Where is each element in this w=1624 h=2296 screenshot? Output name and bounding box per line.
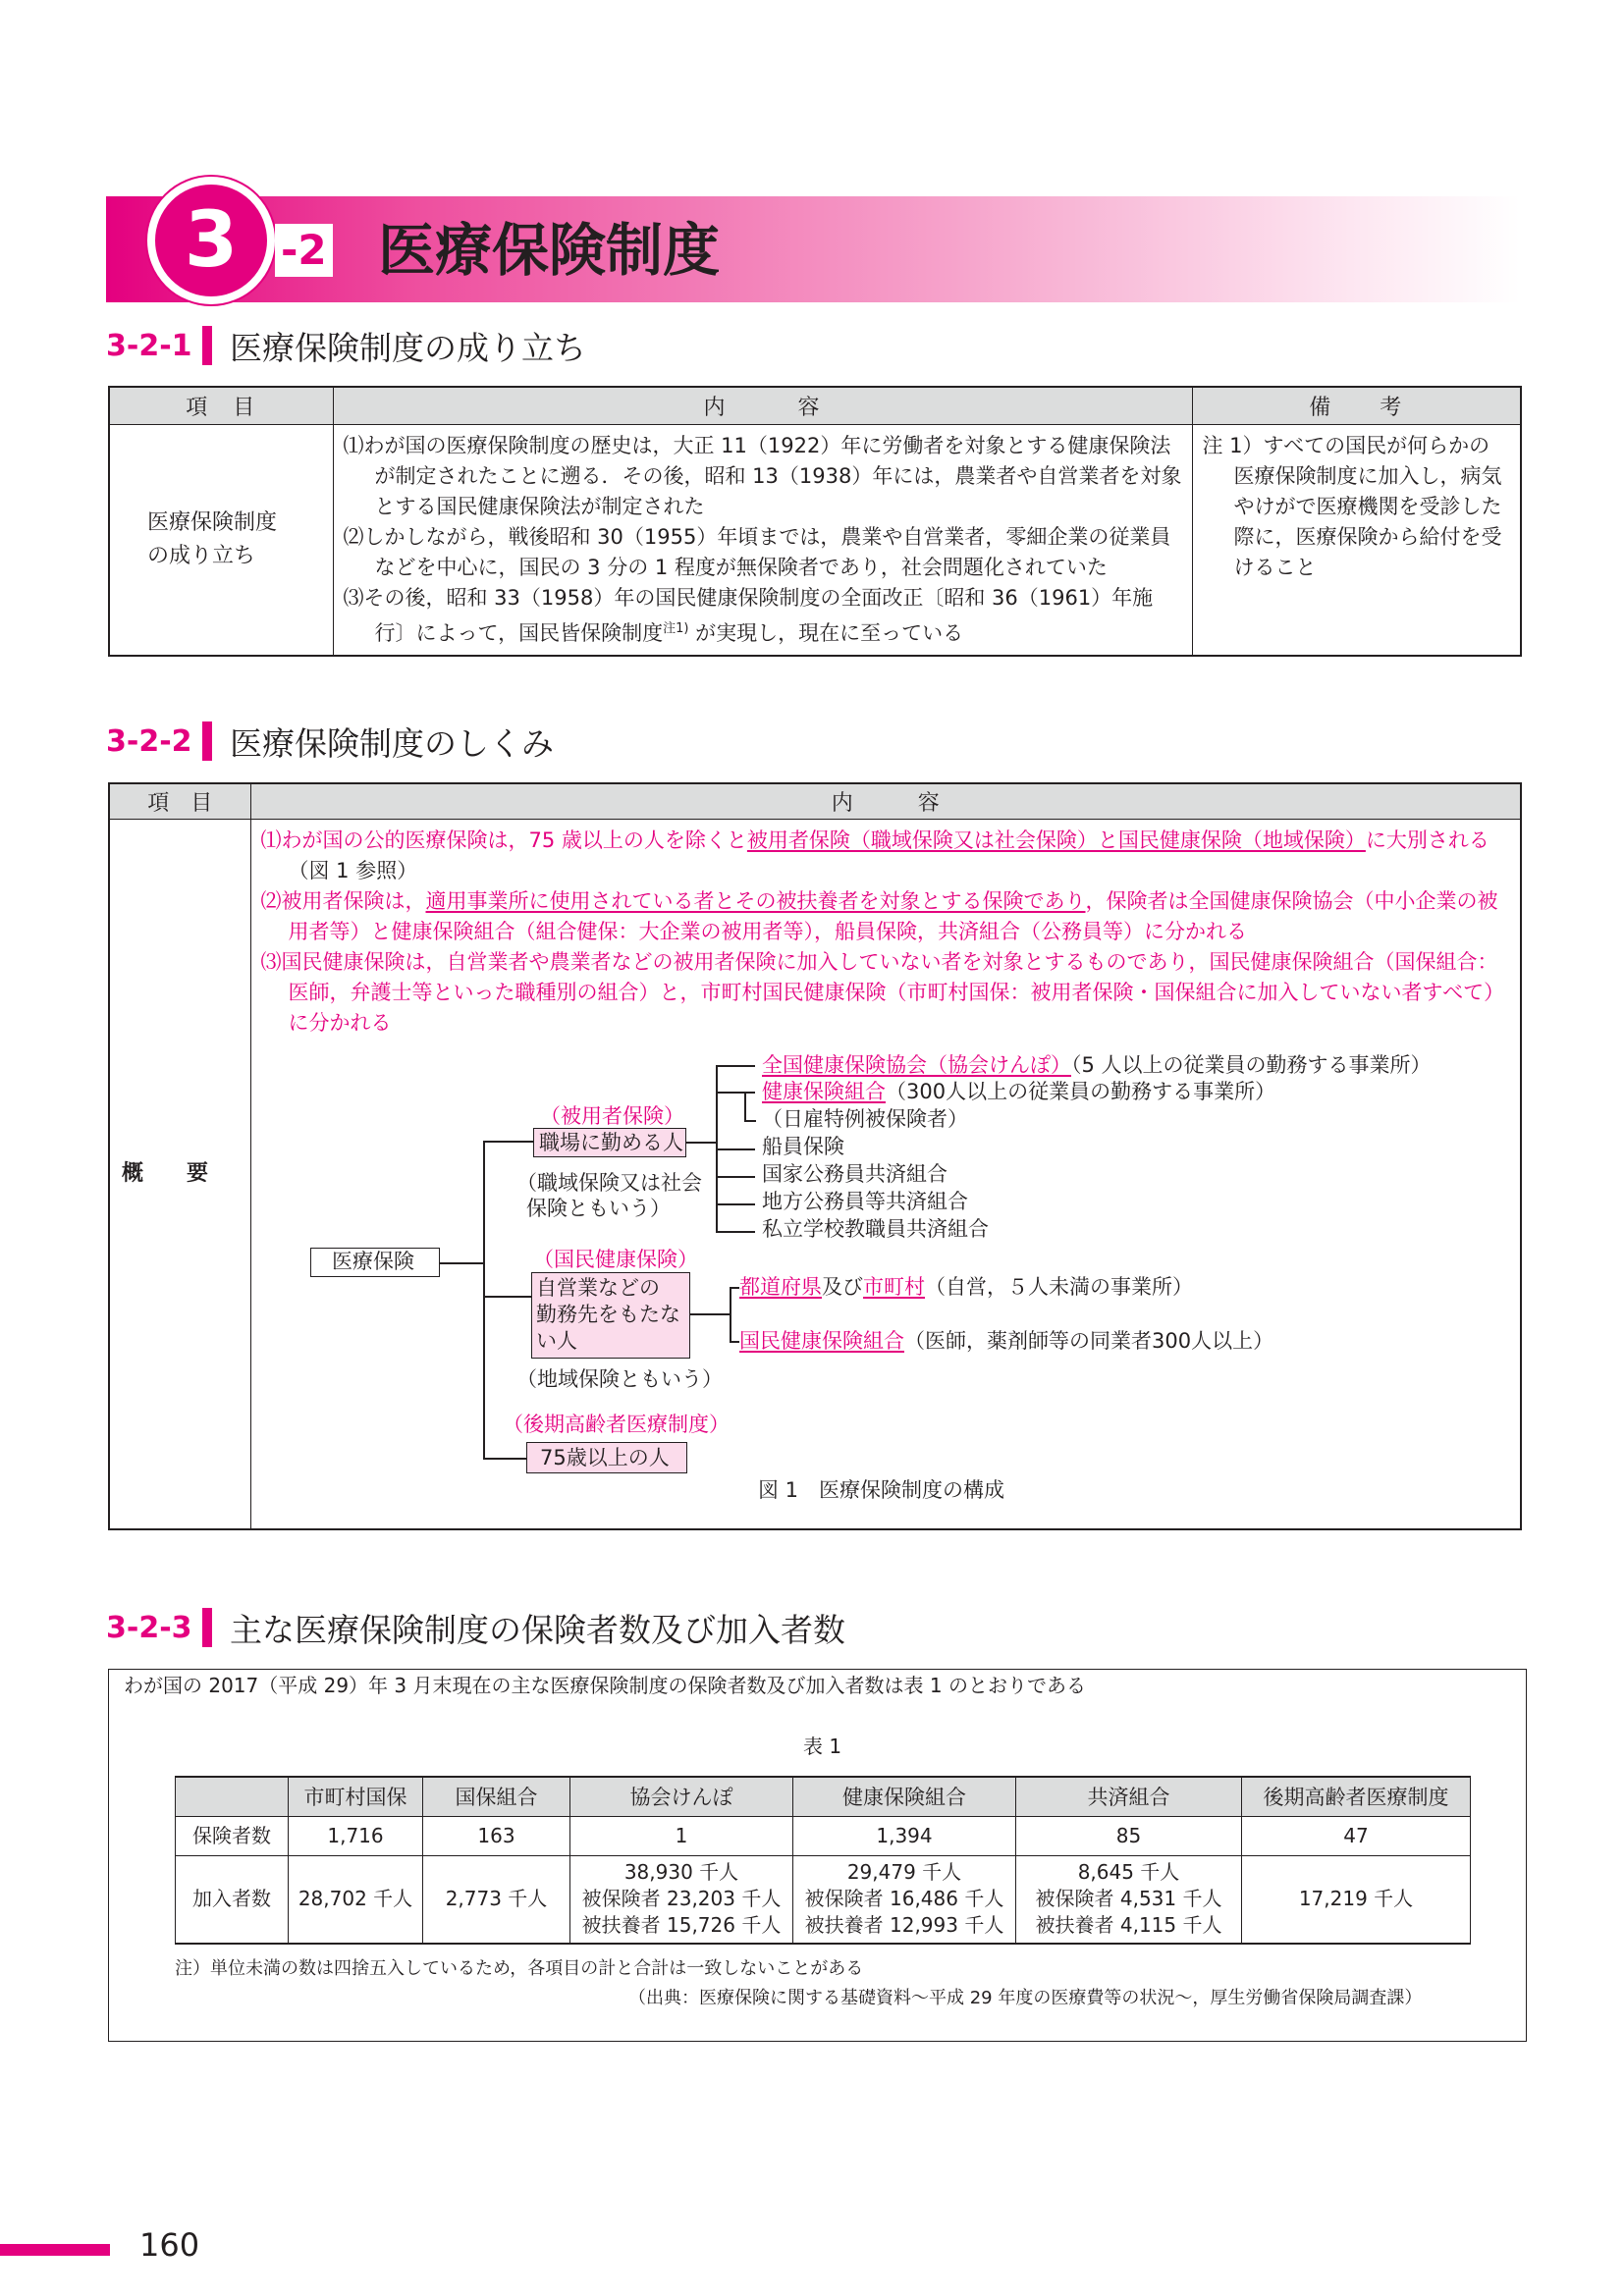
- content-cell: ⑴わが国の医療保険制度の歴史は，大正 11（1922）年に労働者を対象とする健康保険法が制定されたことに遡る．その後，昭和 13（1938）年には，農業者や自営業者を対象とする国民健康保険法が制定された ⑵しかしながら，戦後昭和 30（1955）年頃までは，農業や自営業者，零細企業の従業員などを中心に，国民の 3 分の 1 程度が無保険者であり，社会問題化されていた ⑶その後，昭和 33（1958）年の国民健康保険制度の全面改正〔昭和 36（1961）年施行〕によって，国民皆保険制度$^{注1)}$ が実現し，現在に至っている: [333, 424, 1192, 656]
- employee-note-2: 保険ともいう）: [526, 1197, 671, 1220]
- diagram-root: 医療保険: [332, 1250, 414, 1273]
- section-heading-2: 3-2-2 医療保険制度のしくみ: [106, 720, 554, 763]
- elderly-box: 75歳以上の人: [540, 1446, 670, 1469]
- employee-item-6: 地方公務員等共済組合: [762, 1190, 968, 1213]
- chapter-sub-number: -2: [275, 224, 333, 277]
- employee-item-2: 健康保険組合（300人以上の従業員の勤務する事業所）: [762, 1080, 1276, 1103]
- structure-table: 項 目 内 容 概 要 ⑴わが国の公的医療保険は，75 歳以上の人を除くと被用者保険（職域保険又は社会保険）と国民健康保険（地域保険）に大別される（図 1 参照） ⑵被用者保険は，適用事業所に使用されている者とその被扶養者を対象とする保険であり，保険者は全国健康保険協会（中小企業の被用者等）と健康保険組合（組合健保：大企業の被用者等），船員保険，共済組合（公務員等）に分かれる ⑶国民健康保険は，自営業者や農業者などの被用者保険に加入していない者を対象とするものであり，国民健康保険組合（国保組合：医師，弁護士等といった職種別の組合）と，市町村国民健康保険（市町村国保：被用者保険・国保組合に加入していない者すべて）に分かれる: [108, 782, 1522, 1530]
- national-item-2: 国民健康保険組合（医師，薬剤師等の同業者300人以上）: [739, 1329, 1274, 1353]
- table-source: （出典：医療保険に関する基礎資料～平成 29 年度の医療費等の状況～，厚生労働省保険局調査課）: [628, 1988, 1423, 2008]
- national-item-1: 都道府県及び市町村（自営，５人未満の事業所）: [739, 1275, 1193, 1299]
- employee-item-5: 国家公務員共済組合: [762, 1162, 947, 1186]
- section-heading-3: 3-2-3 主な医療保険制度の保険者数及び加入者数: [106, 1606, 845, 1649]
- page-number: 160: [139, 2226, 200, 2264]
- employee-item-3: （日雇特例被保険者）: [762, 1107, 968, 1131]
- intro-text: わが国の 2017（平成 29）年 3 月末現在の主な医療保険制度の保険者数及び加入者数は表 1 のとおりである: [124, 1674, 1086, 1697]
- footer-bar: [0, 2244, 110, 2256]
- employee-item-4: 船員保険: [762, 1135, 844, 1158]
- national-box-line-1: 自営業などの: [536, 1276, 660, 1300]
- national-box-line-3: い人: [536, 1329, 577, 1353]
- row-label-members: 加入者数: [176, 1855, 289, 1944]
- section-heading-1: 3-2-1 医療保険制度の成り立ち: [106, 324, 586, 367]
- insurer-count-table: 市町村国保 国保組合 協会けんぽ 健康保険組合 共済組合 後期高齢者医療制度 保険者数 1,716 163 1 1,394 85 47 加入者数 28,702 千人 2,773 千人 38,930 千人 被保険者 23,203 千人 被扶養者 15,726 千人 29,479 千人 被保険者 16,486 千人 被扶養者 12,993 千人 8,645 千人 被保険者 4,531 千人 被扶養者 4,115 千人 17,219 千人: [175, 1776, 1471, 1945]
- employee-insurance-head: （被用者保険）: [540, 1104, 684, 1128]
- chapter-number-badge: 3: [147, 177, 275, 304]
- row-label-insurers: 保険者数: [176, 1816, 289, 1855]
- item-cell: 医療保険制度 の成り立ち: [109, 424, 333, 656]
- figure-caption: 図 1 医療保険制度の構成: [758, 1478, 1005, 1502]
- national-note: （地域保険ともいう）: [516, 1367, 723, 1391]
- table-title: 表 1: [803, 1735, 842, 1758]
- overview-label: 概 要: [109, 819, 250, 1529]
- origin-table: 項 目 内 容 備 考 医療保険制度 の成り立ち ⑴わが国の医療保険制度の歴史は，大正 11（1922）年に労働者を対象とする健康保険法が制定されたことに遡る．その後，昭和 13（1938）年には，農業者や自営業者を対象とする国民健康保険法が制定された ⑵しかしながら，戦後昭和 30（1955）年頃までは，農業や自営業者，零細企業の従業員などを中心に，国民の 3 分の 1 程度が無保険者であり，社会問題化されていた ⑶その後，昭和 33（1958）年の国民健康保険制度の全面改正〔昭和 36（1961）年施行〕によって，国民皆保険制度$^{注1)}$ が実現し，現在に至っている 注 1）すべての国民が何らかの医療保険制度に加入し，病気やけがで医療機関を受診した際に，医療保険から給付を受けること: [108, 386, 1522, 657]
- employee-item-1: 全国健康保険協会（協会けんぽ）（5 人以上の従業員の勤務する事業所）: [762, 1053, 1432, 1077]
- elderly-head: （後期高齢者医療制度）: [503, 1413, 730, 1436]
- overview-content: ⑴わが国の公的医療保険は，75 歳以上の人を除くと被用者保険（職域保険又は社会保険）と国民健康保険（地域保険）に大別される（図 1 参照） ⑵被用者保険は，適用事業所に使用されている者とその被扶養者を対象とする保険であり，保険者は全国健康保険協会（中小企業の被用者等）と健康保険組合（組合健保：大企業の被用者等），船員保険，共済組合（公務員等）に分かれる ⑶国民健康保険は，自営業者や農業者などの被用者保険に加入していない者を対象とするものであり，国民健康保険組合（国保組合：医師，弁護士等といった職種別の組合）と，市町村国民健康保険（市町村国保：被用者保険・国保組合に加入していない者すべて）に分かれる: [250, 819, 1521, 1529]
- note-cell: 注 1）すべての国民が何らかの医療保険制度に加入し，病気やけがで医療機関を受診した際に，医療保険から給付を受けること: [1192, 424, 1521, 656]
- employee-item-7: 私立学校教職員共済組合: [762, 1217, 989, 1241]
- national-box-line-2: 勤務先をもたな: [536, 1303, 680, 1326]
- national-insurance-head: （国民健康保険）: [533, 1248, 698, 1271]
- employee-note-1: （職域保険又は社会: [516, 1171, 702, 1195]
- chapter-title: 医療保険制度: [378, 217, 721, 284]
- employee-box: 職場に勤める人: [539, 1131, 683, 1154]
- table-note: 注）単位未満の数は四捨五入しているため，各項目の計と合計は一致しないことがある: [175, 1958, 864, 1979]
